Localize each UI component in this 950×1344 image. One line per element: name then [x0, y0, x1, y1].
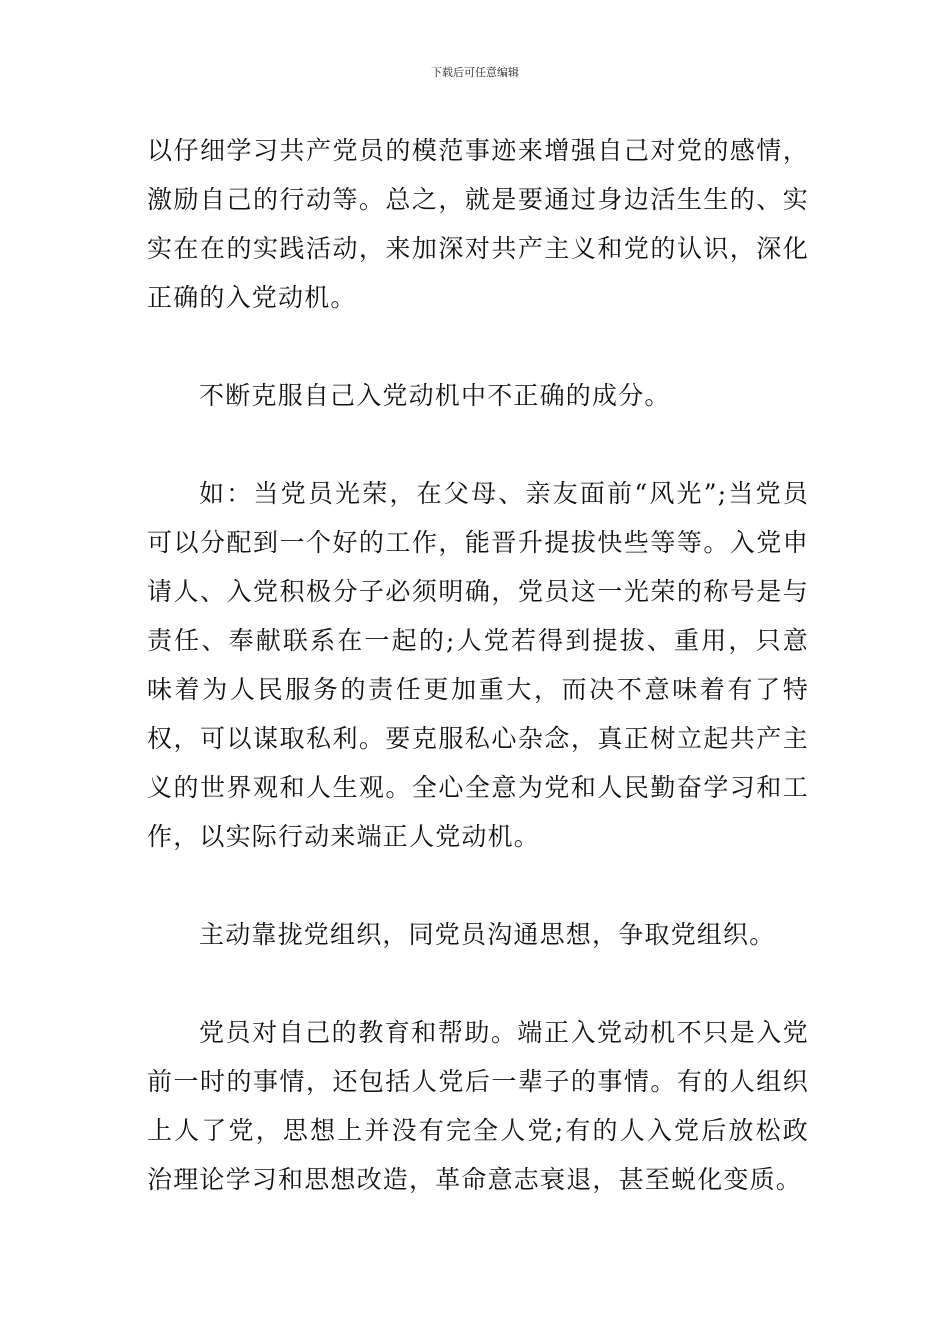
paragraph-4: 主动靠拢党组织，同党员沟通思想，争取党组织。	[199, 920, 776, 949]
paragraph-spacer	[147, 322, 809, 371]
paragraph-2: 不断克服自己入党动机中不正确的成分。	[199, 381, 671, 410]
document-body	[147, 126, 809, 1204]
paragraph-spacer	[147, 861, 809, 910]
paragraph-5: 党员对自己的教育和帮助。端正入党动机不只是入党前一时的事情，还包括人党后一辈子的事情。有的人组织上人了党，思想上并没有完全人党;有的人入党后放松政治理论学习和思想改造，革命意志衰退，甚至蜕化变质。	[147, 1018, 809, 1194]
paragraph-3: 如：当党员光荣，在父母、亲友面前“风光”;当党员可以分配到一个好的工作，能晋升提拔快些等等。入党申请人、入党积极分子必须明确，党员这一光荣的称号是与责任、奉献联系在一起的;人党若得到提拔、重用，只意味着为人民服务的责任更加重大，而决不意味着有了特权，可以谋取私利。要克服私心杂念，真正树立起共产主义的世界观和人生观。全心全意为党和人民勤奋学习和工作，以实际行动来端正人党动机。	[147, 479, 809, 851]
page-header: 下载后可任意编辑	[431, 66, 519, 79]
paragraph-1: 以仔细学习共产党员的模范事迹来增强自己对党的感情，激励自己的行动等。总之，就是要通过身边活生生的、实实在在的实践活动，来加深对共产主义和党的认识，深化正确的入党动机。	[147, 136, 809, 312]
paragraph-spacer	[147, 959, 809, 1008]
paragraph-spacer	[147, 420, 809, 469]
